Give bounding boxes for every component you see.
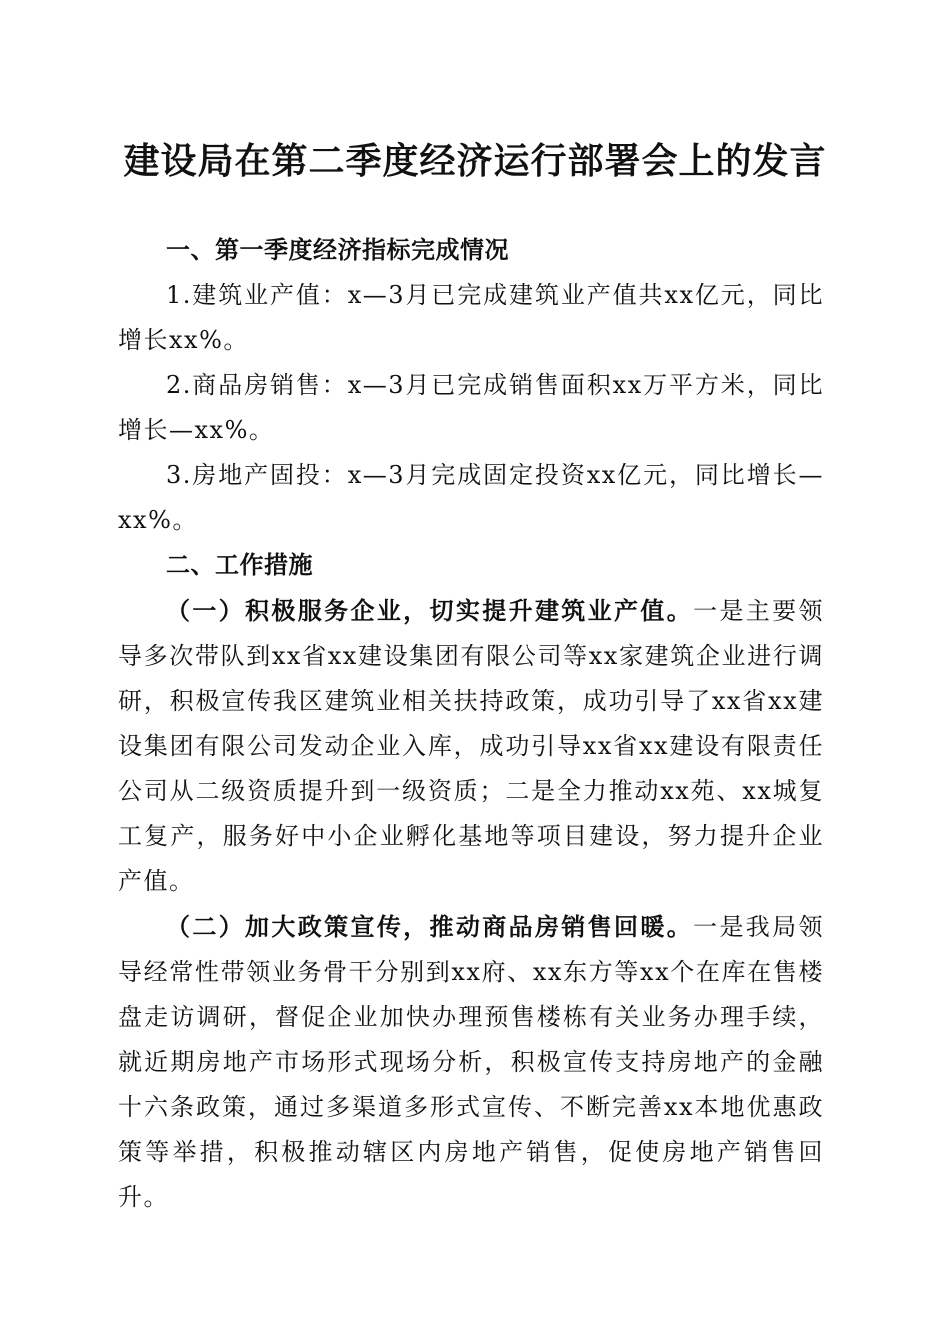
measure-text-2: 一是我局领导经常性带领业务骨干分别到xx府、xx东方等xx个在库在售楼盘走访调研，督促企业加快办理预售楼栋有关业务办理手续，就近期房地产市场形式现场分析，积极宣传支持房地产的金融十六条政策，通过多渠道多形式宣传、不断完善xx本地优惠政策等举措，积极推动辖区内房地产销售，促使房地产销售回升。 (118, 913, 825, 1211)
measure-text-1: 一是主要领导多次带队到xx省xx建设集团有限公司等xx家建筑企业进行调研，积极宣传我区建筑业相关扶持政策，成功引导了xx省xx建设集团有限公司发动企业入库，成功引导xx省xx建设有限责任公司从二级资质提升到一级资质；二是全力推动xx苑、xx城复工复产，服务好中小企业孵化基地等项目建设，努力提升企业产值。 (118, 597, 825, 895)
measure-paragraph-2 (118, 904, 824, 1220)
indicator-item-2: 2.商品房销售：x—3月已完成销售面积xx万平方米，同比增长—xx%。 (118, 371, 824, 444)
measure-lead-1: （一）积极服务企业，切实提升建筑业产值。 (166, 596, 694, 625)
document-body (118, 228, 824, 1220)
measure-lead-2: （二）加大政策宣传，推动商品房销售回暖。 (166, 912, 694, 941)
indicator-item-1: 1.建筑业产值：x—3月已完成建筑业产值共xx亿元，同比增长xx%。 (118, 281, 824, 354)
section-heading-1: 一、第一季度经济指标完成情况 (166, 236, 509, 264)
section-heading-2: 二、工作措施 (166, 551, 313, 579)
indicator-item-3: 3.房地产固投：x—3月完成固定投资xx亿元，同比增长—xx%。 (118, 461, 824, 534)
measure-paragraph-1 (118, 588, 824, 904)
document-title: 建设局在第二季度经济运行部署会上的发言 (123, 140, 827, 182)
